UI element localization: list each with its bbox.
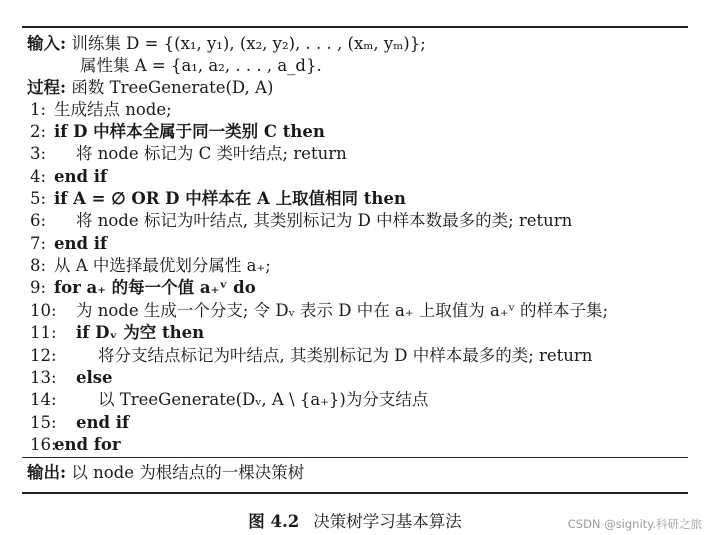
line-number: 10: — [30, 301, 57, 320]
algorithm-line: 将 node 标记为 C 类叶结点; return — [76, 144, 347, 163]
line-number: 14: — [30, 390, 57, 409]
line-number: 11: — [30, 323, 57, 342]
algorithm-line: if A = ∅ OR D 中样本在 A 上取值相同 then — [54, 189, 406, 208]
output-line — [27, 463, 304, 483]
input-label: 输入: — [27, 34, 67, 53]
algorithm-line: 将 node 标记为叶结点, 其类别标记为 D 中样本数最多的类; return — [76, 211, 573, 230]
line-number: 5: — [30, 189, 47, 208]
line-number: 3: — [30, 144, 47, 163]
line-number: 13: — [30, 368, 57, 387]
line-number: 1: — [30, 100, 47, 119]
line-number: 15: — [30, 413, 57, 432]
algorithm-line: end for — [54, 435, 121, 454]
middle-rule — [22, 457, 688, 458]
algorithm-line: 为 node 生成一个分支; 令 Dᵥ 表示 D 中在 a₊ 上取值为 a₊ᵛ 的样本子集; — [76, 301, 609, 320]
algorithm-line: if Dᵥ 为空 then — [76, 323, 205, 342]
input-training-set: 训练集 D = {(x₁, y₁), (x₂, y₂), . . . , (xₘ, yₘ)}; — [71, 34, 426, 53]
input-line — [27, 34, 426, 54]
line-number: 8: — [30, 256, 47, 275]
algorithm-line: end if — [54, 234, 108, 253]
line-number: 12: — [30, 346, 57, 365]
input-attribute-line — [80, 56, 322, 76]
algorithm-line: 生成结点 node; — [54, 100, 172, 119]
line-number: 4: — [30, 167, 47, 186]
bottom-rule — [22, 492, 688, 494]
line-number: 16: — [30, 435, 57, 454]
algorithm-line: else — [76, 368, 113, 387]
algorithm-line: end if — [54, 167, 108, 186]
algorithm-line: end if — [76, 413, 130, 432]
line-number: 9: — [30, 278, 47, 297]
watermark: CSDN @signity.科研之旅 — [567, 517, 702, 531]
algorithm-line: for a₊ 的每一个值 a₊ᵛ do — [54, 278, 256, 297]
output-label: 输出: — [27, 463, 67, 482]
process-line — [27, 78, 273, 98]
figure-number: 图 4.2 — [248, 512, 300, 531]
process-signature: 函数 TreeGenerate(D, A) — [71, 78, 274, 97]
line-number: 6: — [30, 211, 47, 230]
figure-title: 决策树学习基本算法 — [313, 512, 462, 531]
line-number: 7: — [30, 234, 47, 253]
process-label: 过程: — [27, 78, 67, 97]
algorithm-line: 从 A 中选择最优划分属性 a₊; — [54, 256, 271, 275]
algorithm-line: 以 TreeGenerate(Dᵥ, A \ {a₊})为分支结点 — [98, 390, 429, 409]
algorithm-line: if D 中样本全属于同一类别 C then — [54, 122, 325, 141]
top-rule — [22, 26, 688, 28]
line-number: 2: — [30, 122, 47, 141]
algorithm-line: 将分支结点标记为叶结点, 其类别标记为 D 中样本最多的类; return — [98, 346, 593, 365]
input-attribute-set: 属性集 A = {a₁, a₂, . . . , a_d}. — [80, 56, 322, 75]
output-text: 以 node 为根结点的一棵决策树 — [71, 463, 305, 482]
